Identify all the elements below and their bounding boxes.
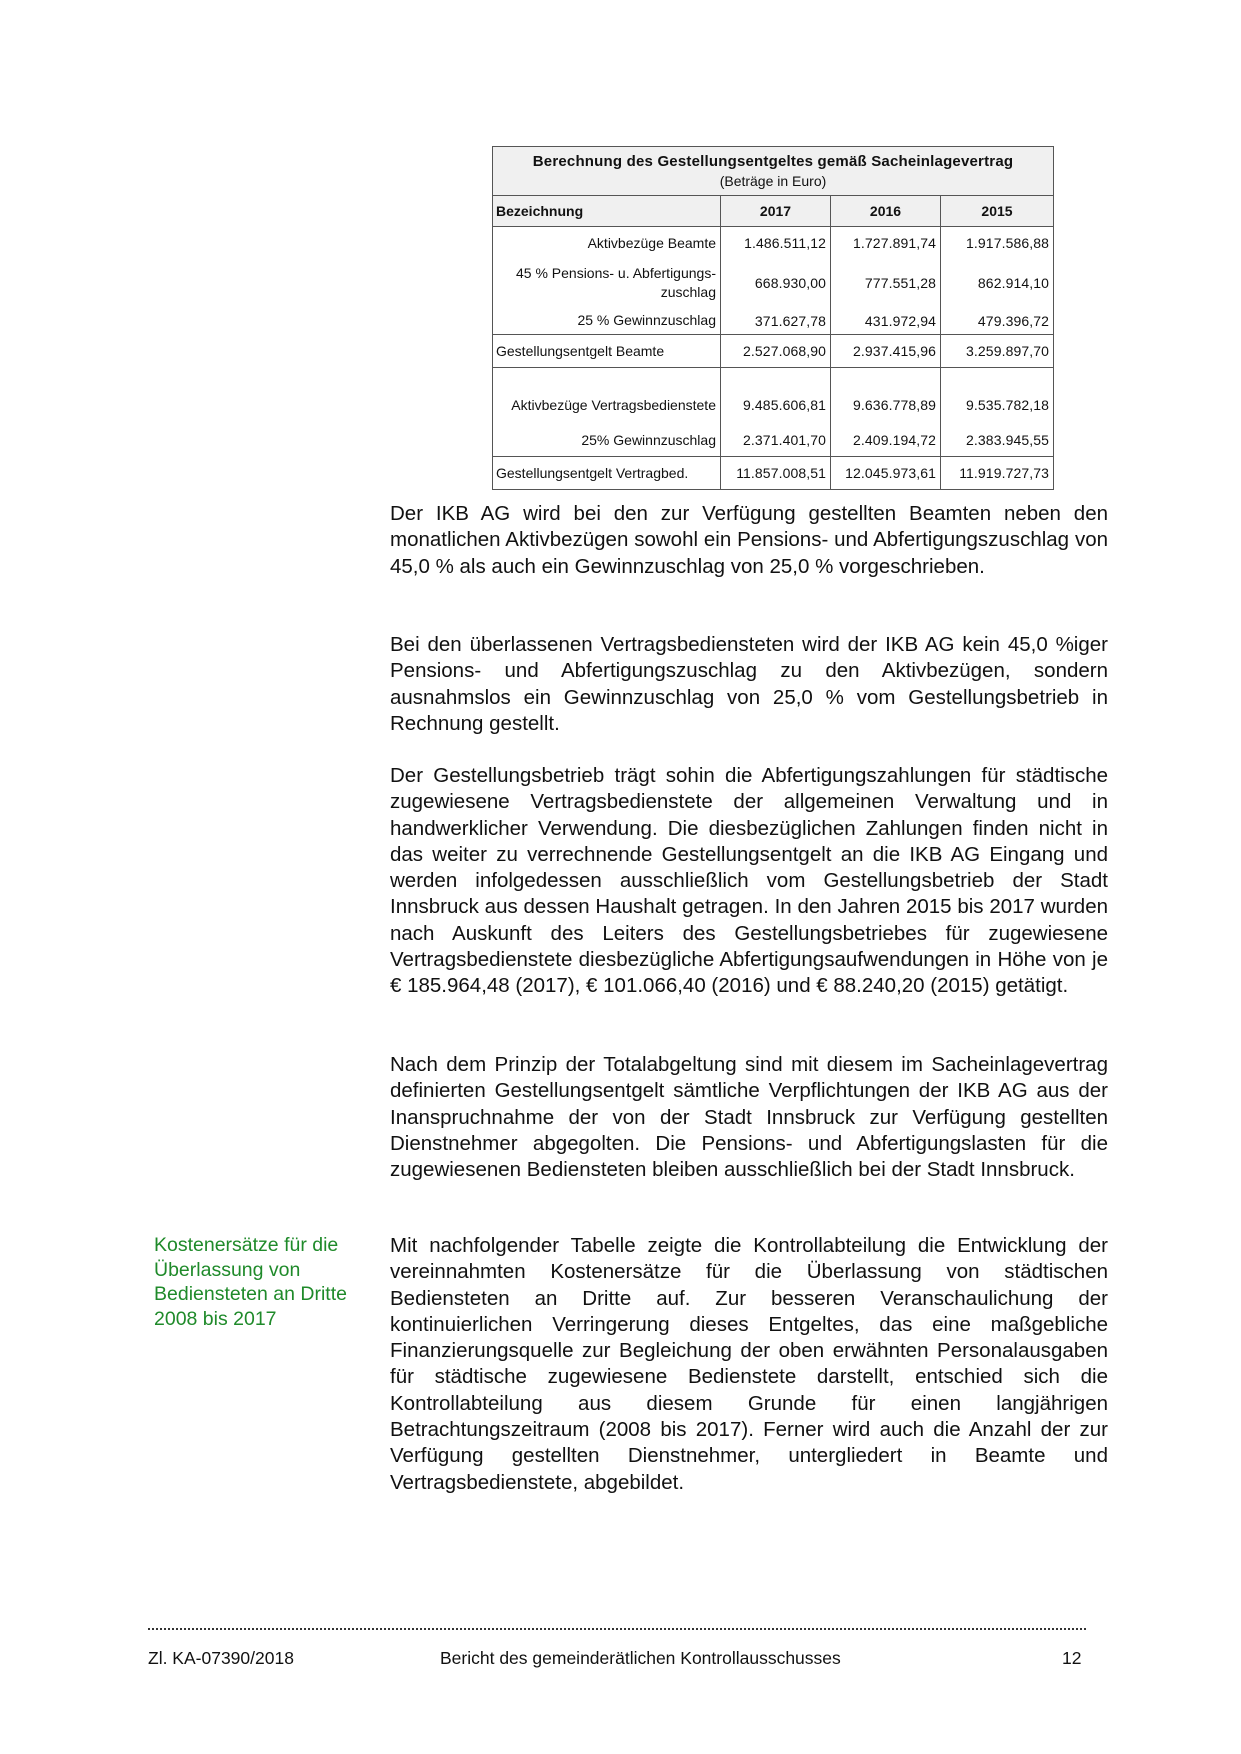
gestellungsentgelt-table	[492, 146, 1054, 490]
table-row	[493, 259, 1053, 307]
table-spacer-row	[493, 368, 1053, 386]
cell-value: 2.937.415,96	[831, 335, 941, 367]
cell-value: 479.396,72	[977, 312, 1049, 329]
column-header-bezeichnung: Bezeichnung	[493, 196, 721, 226]
row-label: Aktivbezüge Vertragsbedienstete	[493, 386, 721, 424]
column-header-2017: 2017	[721, 196, 831, 226]
table-title-block	[493, 147, 1053, 196]
row-label: Gestellungsentgelt Vertragbed.	[493, 457, 721, 489]
paragraph-3	[390, 763, 1108, 1000]
column-header-2015: 2015	[981, 203, 1013, 219]
paragraph-text: Der Gestellungsbetrieb trägt sohin die Abfertigungszahlungen für städtische zugewiesene Vertragsbedienstete der allgemeinen Verwaltung und in handwerklicher Verwendung. Die diesbezüglichen Zahlungen finden nicht in das weiter zu verrechnende Gestellungsentgelt an die IKB AG Eingang und werden infolgedessen ausschließlich vom Gestellungsbetrieb der Stadt Innsbruck aus dessen Haushalt getragen. In den Jahren 2015 bis 2017 wurden nach Auskunft des Leiters des Gestellungsbetriebes für zugewiesene Vertragsbedienstete diesbezügliche Abfertigungsaufwendungen in Höhe von je € 185.964,48 (2017), € 101.066,40 (2016) und € 88.240,20 (2015) getätigt.	[390, 764, 1108, 998]
cell-value: 11.919.727,73	[959, 465, 1049, 481]
cell-value: 2.527.068,90	[721, 335, 831, 367]
row-label-line: 45 % Pensions- u. Abfertigungs-	[515, 265, 716, 281]
cell-value: 9.636.778,89	[831, 386, 941, 424]
cell-value: 2.371.401,70	[721, 424, 831, 456]
paragraph-5	[390, 1233, 1108, 1496]
paragraph-text: Bei den überlassenen Vertragsbediensteten wird der IKB AG kein 45,0 %iger Pensions- und Abfertigungszuschlag zu den Aktivbezügen, sondern ausnahmslos ein Gewinnzuschlag von 25,0 % vom Gestellungsbetrieb in Rechnung gestellt.	[390, 633, 1108, 735]
paragraph-text: Der IKB AG wird bei den zur Verfügung gestellten Beamten neben den monatlichen Aktivbezügen sowohl ein Pensions- und Abfertigungszuschlag von 45,0 % als auch ein Gewinnzuschlag von 25,0 % vorgeschrieben.	[390, 502, 1108, 578]
cell-value: 11.857.008,51	[721, 457, 831, 489]
table-header-row	[493, 196, 1053, 227]
cell-value: 1.917.586,88	[966, 235, 1049, 251]
cell-value: 668.930,00	[721, 259, 831, 307]
cell-value: 1.727.891,74	[831, 227, 941, 259]
page-number: 12	[1062, 1648, 1082, 1668]
paragraph-2	[390, 632, 1108, 737]
cell-value: 2.409.194,72	[831, 424, 941, 456]
paragraph-text: Mit nachfolgender Tabelle zeigte die Kontrollabteilung die Entwicklung der vereinnahmten Kostenersätze für die Überlassung von städtischen Bediensteten an Dritte auf. Zur besseren Veranschaulichung der kontinuierlichen Verringerung dieses Entgeltes, das eine maßgebliche Finanzierungsquelle zur Begleichung der oben erwähnten Personalausgaben für städtische zugewiesene Bedienstete darstellt, entschied sich die Kontrollabteilung aus diesem Grunde für einen langjährigen Betrachtungszeitraum (2008 bis 2017). Ferner wird auch die Anzahl der zur Verfügung gestellten Dienstnehmer, untergliedert in Beamte und Vertragsbedienstete, abgebildet.	[390, 1234, 1108, 1494]
paragraph-4	[390, 1052, 1108, 1183]
table-row-subtotal	[493, 334, 1053, 368]
table-title: Berechnung des Gestellungsentgeltes gemäß Sacheinlagevertrag	[532, 153, 1014, 170]
table-row	[493, 424, 1053, 456]
row-label	[493, 259, 721, 307]
row-label: 25% Gewinnzuschlag	[493, 424, 721, 456]
cell-value: 431.972,94	[831, 307, 941, 334]
paragraph-1	[390, 501, 1108, 580]
row-label: Aktivbezüge Beamte	[493, 227, 721, 259]
footer-reference: Zl. KA-07390/2018	[148, 1648, 294, 1668]
cell-value: 371.627,78	[721, 307, 831, 334]
cell-value: 9.485.606,81	[721, 386, 831, 424]
cell-value: 3.259.897,70	[966, 343, 1049, 359]
row-label: 25 % Gewinnzuschlag	[493, 307, 721, 334]
table-row-subtotal	[493, 456, 1053, 489]
column-header-2016: 2016	[831, 196, 941, 226]
paragraph-text: Nach dem Prinzip der Totalabgeltung sind mit diesem im Sacheinlagevertrag definierten Gestellungsentgelt sämtliche Verpflichtungen der IKB AG aus der Inanspruchnahme der von der Stadt Innsbruck zur Verfügung gestellten Dienstnehmer abgegolten. Die Pensions- und Abfertigungslasten für die zugewiesenen Bediensteten bleiben ausschließlich bei der Stadt Innsbruck.	[390, 1053, 1108, 1182]
row-label-line: zuschlag	[660, 284, 716, 300]
cell-value: 9.535.782,18	[966, 397, 1049, 413]
cell-value: 862.914,10	[977, 275, 1049, 291]
cell-value: 1.486.511,12	[721, 227, 831, 259]
cell-value: 12.045.973,61	[831, 457, 941, 489]
margin-note: Kostenersätze für die Überlassung von Bediensteten an Dritte 2008 bis 2017	[154, 1234, 347, 1330]
footer-divider	[148, 1628, 1086, 1630]
table-row	[493, 386, 1053, 424]
table-row	[493, 307, 1053, 334]
cell-value: 777.551,28	[831, 259, 941, 307]
table-subtitle: (Beträge in Euro)	[719, 173, 827, 189]
footer-title: Bericht des gemeinderätlichen Kontrollausschusses	[440, 1648, 841, 1668]
row-label: Gestellungsentgelt Beamte	[493, 335, 721, 367]
cell-value: 2.383.945,55	[966, 432, 1049, 448]
table-row	[493, 227, 1053, 259]
